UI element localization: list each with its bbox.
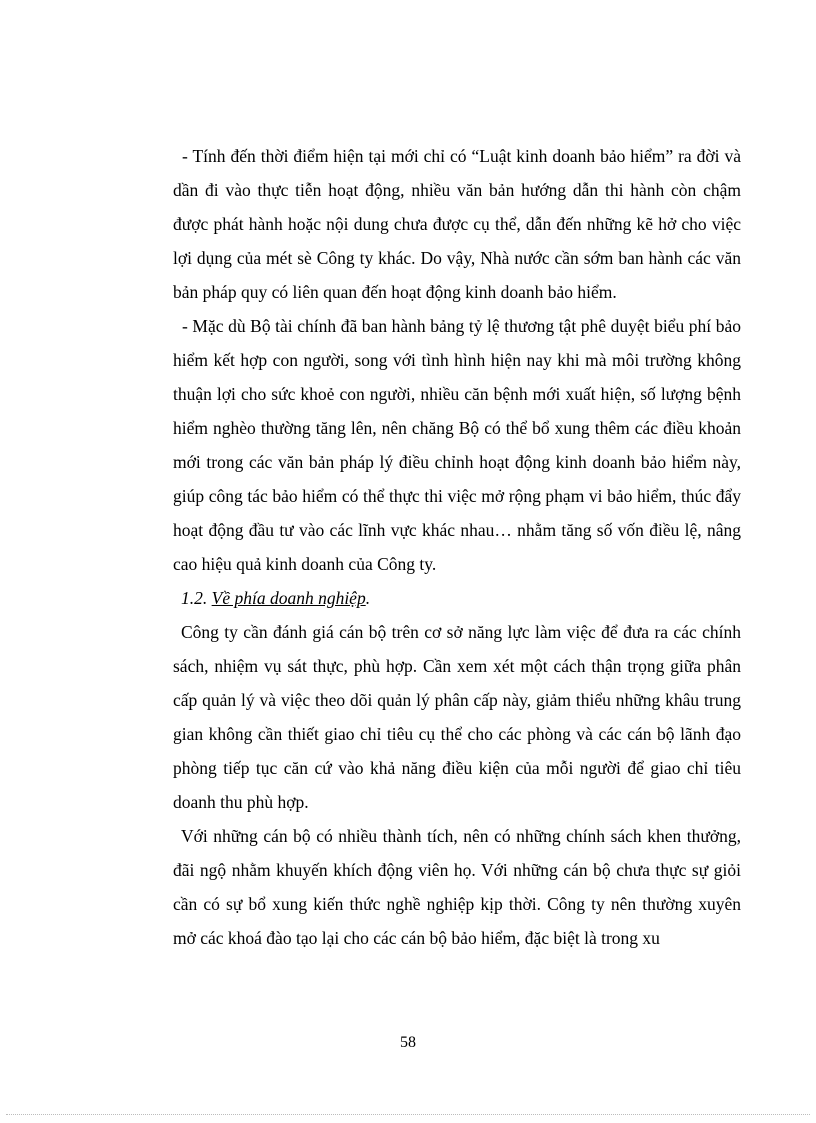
- paragraph-staff-rewards: Với những cán bộ có nhiều thành tích, nên có những chính sách khen thưởng, đãi ngộ nhằm khuyến khích động viên họ. Với những cán bộ chưa thực sự giỏi cần có sự bổ xung kiến thức nghề nghiệp kịp thời. Công ty nên thường xuyên mở các khoá đào tạo lại cho các cán bộ bảo hiểm, đặc biệt là trong xu: [173, 826, 741, 948]
- page-number: 58: [400, 1034, 416, 1051]
- document-body: [173, 139, 741, 955]
- paragraph-ministry-of-finance: - Mặc dù Bộ tài chính đã ban hành bảng tỷ lệ thương tật phê duyệt biểu phí bảo hiểm kết hợp con người, song với tình hình hiện nay khi mà môi trường không thuận lợi cho sức khoẻ con người, nhiều căn bệnh mới xuất hiện, số lượng bệnh hiểm nghèo thường tăng lên, nên chăng Bộ có thể bổ xung thêm các điều khoản mới trong các văn bản pháp lý điều chỉnh hoạt động kinh doanh bảo hiểm này, giúp công tác bảo hiểm có thể thực thi việc mở rộng phạm vi bảo hiểm, thúc đẩy hoạt động đầu tư vào các lĩnh vực khác nhau… nhằm tăng số vốn điều lệ, nâng cao hiệu quả kinh doanh của Công ty.: [173, 316, 741, 574]
- section-number: 1.2.: [181, 588, 208, 608]
- section-title: Về phía doanh nghiệp: [211, 588, 366, 608]
- paragraph-staff-evaluation: Công ty cần đánh giá cán bộ trên cơ sở năng lực làm việc để đưa ra các chính sách, nhiệm vụ sát thực, phù hợp. Cần xem xét một cách thận trọng giữa phân cấp quản lý và việc theo dõi quản lý phân cấp này, giảm thiểu những khâu trung gian không cần thiết giao chỉ tiêu cụ thể cho các phòng và các cán bộ lãnh đạo phòng tiếp tục căn cứ vào khả năng điều kiện của mỗi người để giao chỉ tiêu doanh thu phù hợp.: [173, 622, 741, 812]
- section-title-suffix: .: [365, 588, 371, 608]
- paragraph-legal-framework: - Tính đến thời điểm hiện tại mới chỉ có “Luật kinh doanh bảo hiểm” ra đời và dần đi vào thực tiễn hoạt động, nhiều văn bản hướng dẫn thi hành còn chậm được phát hành hoặc nội dung chưa được cụ thể, dẫn đến những kẽ hở cho việc lợi dụng của mét sè Công ty khác. Do vậy, Nhà nước cần sớm ban hành các văn bản pháp quy có liên quan đến hoạt động kinh doanh bảo hiểm.: [173, 146, 741, 302]
- page-bottom-border: [6, 1114, 810, 1115]
- section-heading: [173, 581, 741, 615]
